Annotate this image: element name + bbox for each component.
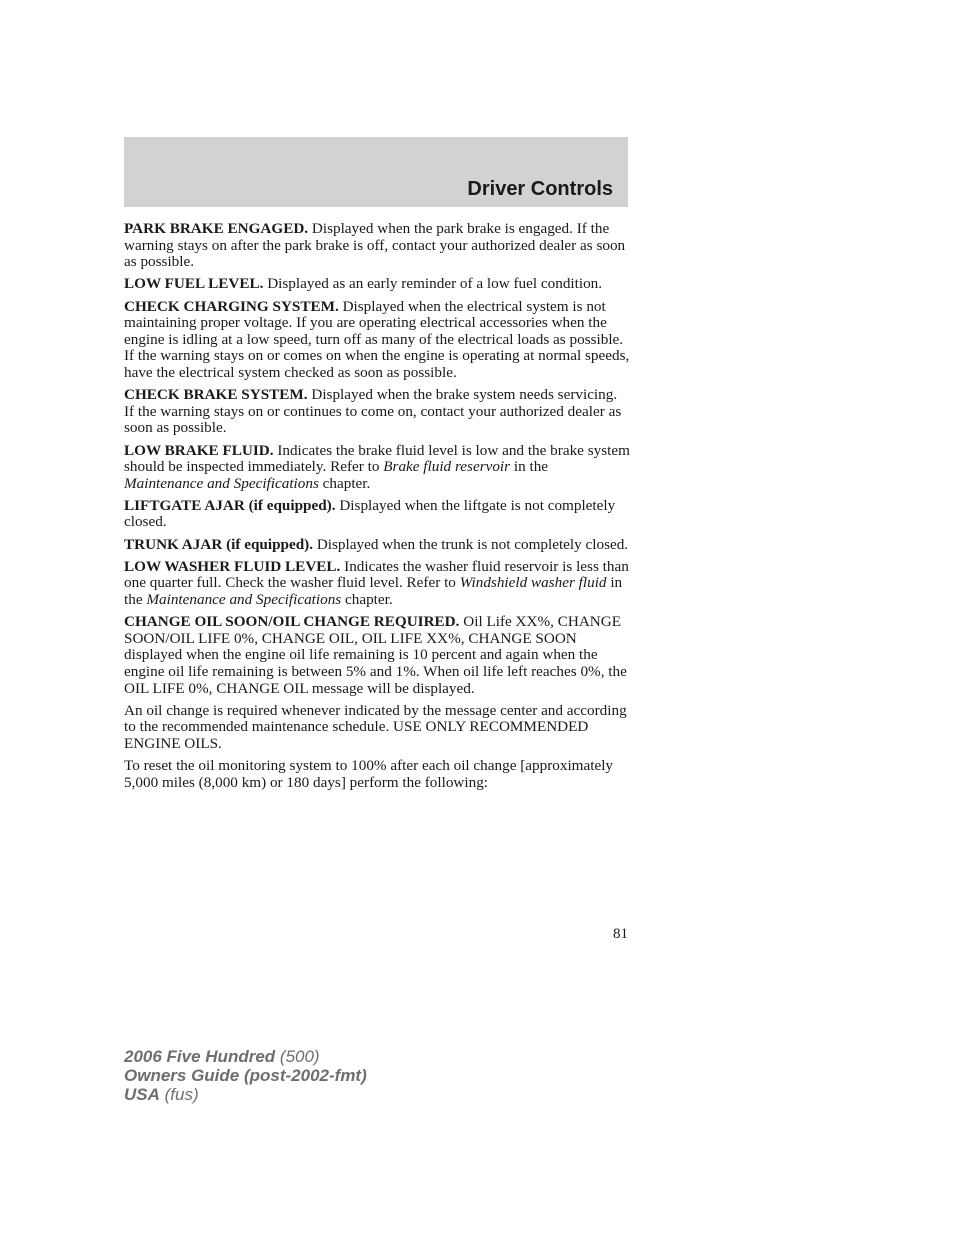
footer-model: 2006 Five Hundred — [124, 1047, 276, 1066]
paragraph-brake-system — [124, 387, 630, 437]
desc-change-oil: Oil Life XX%, CHANGE SOON/OIL LIFE 0%, CHANGE OIL, OIL LIFE XX%, CHANGE SOON displayed when the engine oil life remaining is 10 percent and again when the engine oil life remaining is between 5% and 1%. When oil life left reaches 0%, the OIL LIFE 0%, CHANGE OIL message will be displayed. — [124, 613, 627, 697]
term-liftgate-ajar: LIFTGATE AJAR (if equipped). — [124, 496, 336, 514]
desc-washer-fluid-a: Indicates the washer fluid reservoir is less than one quarter full. Check the washer fluid level. Refer to — [124, 557, 629, 592]
desc-brake-system: Displayed when the brake system needs servicing. If the warning stays on or continues to come on, contact your authorized dealer as soon as possible. — [124, 386, 622, 437]
footer-model-code: (500) — [279, 1047, 320, 1066]
paragraph-oil-change-required — [124, 703, 630, 753]
footer-market: USA — [124, 1085, 160, 1104]
desc-brake-fluid-a: Indicates the brake fluid level is low and the brake system should be inspected immediately. Refer to — [124, 441, 630, 476]
ref-maintenance-chapter: Maintenance and Specifications — [124, 474, 319, 492]
term-brake-fluid: LOW BRAKE FLUID. — [124, 441, 274, 459]
paragraph-trunk-ajar — [124, 537, 630, 554]
term-low-fuel: LOW FUEL LEVEL. — [124, 275, 264, 293]
paragraph-liftgate-ajar — [124, 498, 630, 531]
term-trunk-ajar: TRUNK AJAR (if equipped). — [124, 535, 314, 553]
desc-trunk-ajar: Displayed when the trunk is not completely closed. — [316, 535, 629, 553]
term-change-oil: CHANGE OIL SOON/OIL CHANGE REQUIRED. — [124, 613, 460, 631]
term-charging-system: CHECK CHARGING SYSTEM. — [124, 297, 339, 315]
footer-guide: Owners Guide (post-2002-fmt) — [124, 1066, 367, 1085]
section-title: Driver Controls — [467, 178, 613, 200]
paragraph-washer-fluid — [124, 559, 630, 609]
page-body — [124, 221, 630, 797]
section-header-band — [124, 137, 628, 207]
paragraph-park-brake — [124, 221, 630, 271]
page-number: 81 — [613, 926, 628, 942]
ref-windshield-washer-fluid: Windshield washer fluid — [459, 574, 607, 592]
desc-reset-oil-monitor: To reset the oil monitoring system to 100% after each oil change [approximately 5,000 miles (8,000 km) or 180 days] perform the following: — [124, 757, 614, 791]
term-park-brake: PARK BRAKE ENGAGED. — [124, 220, 309, 237]
desc-charging-system: Displayed when the electrical system is not maintaining proper voltage. If you are operating electrical accessories when the engine is idling at a low speed, turn off as many of the electrical loads as possible. If the warning stays on or comes on when the engine is operating at normal speeds, have the electrical system checked as soon as possible. — [124, 297, 630, 381]
desc-liftgate-ajar: Displayed when the liftgate is not completely closed. — [124, 496, 616, 531]
footer-market-code: (fus) — [164, 1085, 199, 1104]
paragraph-low-fuel — [124, 276, 630, 293]
footer-line-model — [124, 1047, 367, 1066]
desc-low-fuel: Displayed as an early reminder of a low fuel condition. — [267, 275, 603, 293]
desc-park-brake: Displayed when the park brake is engaged. If the warning stays on after the park brake is off, contact your authorized dealer as soon as possible. — [124, 220, 626, 271]
document-footer — [124, 1047, 367, 1104]
footer-line-guide — [124, 1066, 367, 1085]
desc-brake-fluid-b: in the — [513, 458, 549, 476]
desc-washer-fluid-c: chapter. — [345, 591, 393, 609]
ref-maintenance-chapter: Maintenance and Specifications — [146, 591, 342, 609]
paragraph-change-oil — [124, 614, 630, 697]
desc-oil-change-required: An oil change is required whenever indicated by the message center and according to the recommended maintenance schedule. USE ONLY RECOMMENDED ENGINE OILS. — [124, 701, 627, 752]
term-brake-system: CHECK BRAKE SYSTEM. — [124, 386, 308, 404]
desc-washer-fluid-b: in the — [124, 574, 623, 609]
footer-line-market — [124, 1085, 367, 1104]
desc-brake-fluid-c: chapter. — [322, 474, 371, 492]
ref-brake-fluid-reservoir: Brake fluid reservoir — [383, 458, 511, 476]
paragraph-brake-fluid — [124, 443, 630, 493]
term-washer-fluid: LOW WASHER FLUID LEVEL. — [124, 557, 341, 575]
paragraph-charging-system — [124, 299, 630, 382]
paragraph-reset-oil-monitor — [124, 758, 630, 791]
